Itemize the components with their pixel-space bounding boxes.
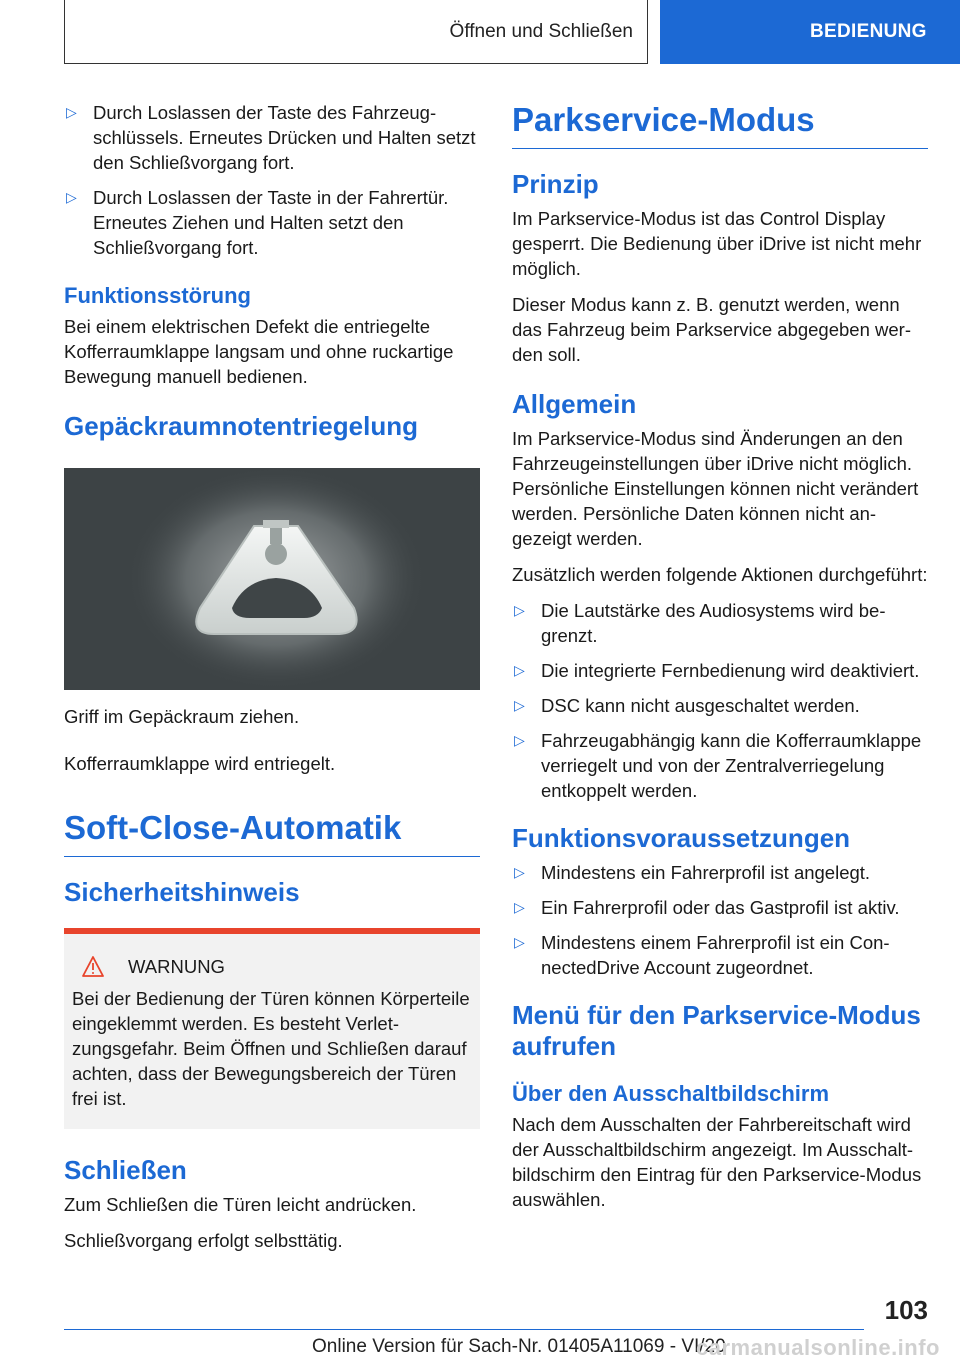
softclose-heading: Soft-Close-Automatik	[64, 808, 480, 857]
bullet-triangle-icon: ▷	[514, 934, 525, 950]
warning-label: WARNUNG	[128, 956, 225, 977]
warning-triangle-icon	[82, 956, 116, 978]
voraussetzungen-bullet-list	[512, 860, 928, 980]
prinzip-text-1: Im Parkservice-Modus ist das Control Display gesperrt. Die Bedienung über iDrive ist nicht mehr möglich.	[512, 208, 922, 279]
list-item: ▷ Mindestens einem Fahrerprofil ist ein ConnectedDrive Account zugeordnet.	[514, 932, 890, 978]
list-item: ▷ Durch Loslassen der Taste des Fahrzeugschlüssels. Erneutes Drücken und Halten setzt den Schließvorgang fort.	[66, 102, 476, 173]
funktionsstoerung-heading: Funktionsstörung	[64, 283, 251, 308]
gepaeck-step-1: Griff im Gepäckraum ziehen.	[64, 706, 300, 727]
warning-text: Bei der Bedienung der Türen können Körperteile eingeklemmt werden. Es besteht Verletzungsgefahr. Beim Öffnen und Schließen darauf achten, dass der Bewegungsbereich der Türen frei ist.	[72, 988, 470, 1109]
footer-online-version: Online Version für Sach-Nr. 01405A11069 - VI/20	[312, 1336, 726, 1357]
bullet-triangle-icon: ▷	[66, 104, 77, 120]
funktionsstoerung-text: Bei einem elektrischen Defekt die entriegelte Kofferraumklappe langsam und ohne ruckartige Bewegung manuell bedienen.	[64, 316, 454, 387]
allgemein-bullet-list	[512, 598, 928, 803]
header-section-title: Öffnen und Schließen	[449, 20, 633, 42]
watermark: carmanualsonline.info	[696, 1335, 940, 1360]
schliessen-text-2: Schließvorgang erfolgt selbsttätig.	[64, 1230, 343, 1251]
warning-title-row	[72, 956, 472, 978]
gepaeck-heading: Gepäckraumnotentriegelung	[64, 411, 418, 441]
list-item: ▷ Die Lautstärke des Audiosystems wird begrenzt.	[514, 600, 886, 646]
header-chapter-tab	[660, 0, 960, 64]
bullet-triangle-icon: ▷	[514, 732, 525, 748]
bullet-triangle-icon: ▷	[514, 697, 525, 713]
warning-box	[64, 928, 480, 1129]
header-section-tab	[64, 0, 648, 64]
prinzip-text-2: Dieser Modus kann z. B. genutzt werden, wenn das Fahrzeug beim Parkservice abgegeben werden soll.	[512, 294, 911, 365]
schliessen-heading: Schließen	[64, 1155, 187, 1185]
allgemein-text-1: Im Parkservice-Modus sind Änderungen an den Fahrzeugeinstellungen über iDrive nicht möglich. Persönliche Einstellungen können nicht verändert werden. Persönliche Daten können nicht angezeigt werden.	[512, 428, 919, 549]
prinzip-heading: Prinzip	[512, 169, 599, 199]
intro-bullet-list	[64, 100, 480, 260]
list-item: ▷ Durch Loslassen der Taste in der Fahrertür. Erneutes Ziehen und Halten setzt den Schließvorgang fort.	[66, 187, 449, 258]
right-column	[512, 100, 928, 1223]
schliessen-text-1: Zum Schließen die Türen leicht andrücken.	[64, 1194, 417, 1215]
voraussetzungen-heading: Funktionsvoraussetzungen	[512, 823, 851, 853]
bullet-triangle-icon: ▷	[66, 189, 77, 205]
page-number: 103	[884, 1295, 928, 1325]
allgemein-text-2: Zusätzlich werden folgende Aktionen durchgeführt:	[512, 564, 928, 585]
menu-heading: Menü für den Parkservice-Modus aufrufen	[512, 1000, 921, 1061]
header-chapter-title: BEDIENUNG	[810, 21, 927, 42]
list-item: ▷ Fahrzeugabhängig kann die Kofferraumklappe verriegelt und von der Zentralverriegelung entkoppelt werden.	[514, 730, 922, 801]
list-item: ▷ Die integrierte Fernbedienung wird deaktiviert.	[514, 660, 920, 681]
left-column	[64, 100, 480, 1264]
trunk-release-handle-icon	[64, 468, 480, 690]
allgemein-heading: Allgemein	[512, 389, 637, 419]
trunk-release-handle-photo	[64, 468, 480, 690]
sicherheit-heading: Sicherheitshinweis	[64, 877, 300, 907]
parkservice-heading: Parkservice-Modus	[512, 100, 928, 149]
bullet-triangle-icon: ▷	[514, 662, 525, 678]
bullet-triangle-icon: ▷	[514, 864, 525, 880]
bullet-triangle-icon: ▷	[514, 899, 525, 915]
list-item: ▷ Mindestens ein Fahrerprofil ist angelegt.	[514, 862, 871, 883]
list-item: ▷ Ein Fahrerprofil oder das Gastprofil ist aktiv.	[514, 897, 900, 918]
ausschalt-heading: Über den Ausschaltbildschirm	[512, 1081, 830, 1106]
list-item: ▷ DSC kann nicht ausgeschaltet werden.	[514, 695, 860, 716]
bullet-triangle-icon: ▷	[514, 602, 525, 618]
ausschalt-text: Nach dem Ausschalten der Fahrbereitschaft wird der Ausschaltbildschirm angezeigt. Im Ausschaltbildschirm den Eintrag für den Parkservice-Modus auswählen.	[512, 1114, 922, 1210]
gepaeck-step-2: Kofferraumklappe wird entriegelt.	[64, 753, 336, 774]
footer-divider	[64, 1329, 864, 1330]
